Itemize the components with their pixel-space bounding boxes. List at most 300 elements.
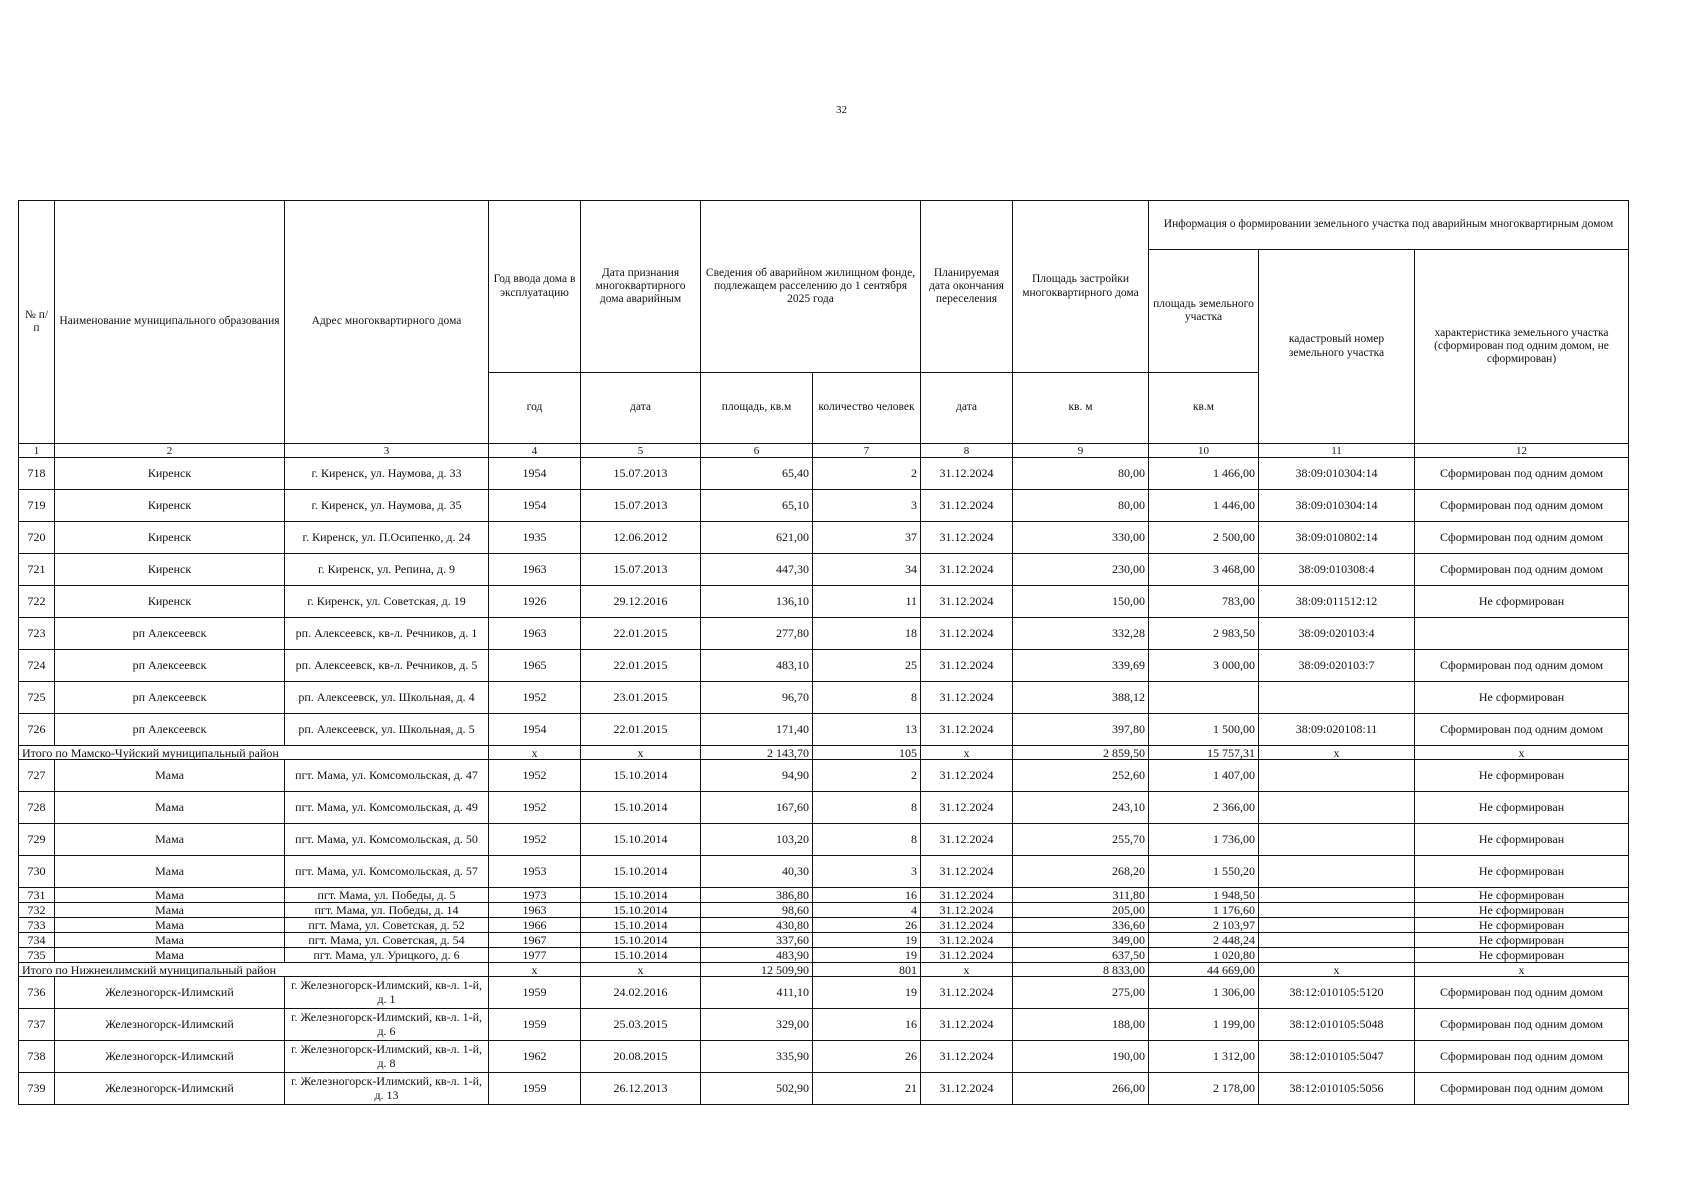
address-cell: пгт. Мама, ул. Комсомольская, д. 47 [285,760,489,792]
housing-area-cell: 96,70 [701,682,813,714]
column-number: 3 [285,444,489,458]
land-characteristic-cell: Сформирован под одним домом [1415,458,1629,490]
total-date: х [581,963,701,977]
people-count-cell: 25 [813,650,921,682]
housing-area-cell: 411,10 [701,977,813,1009]
cadastral-number-cell [1259,903,1415,918]
address-cell: г. Киренск, ул. Репина, д. 9 [285,554,489,586]
row-number: 729 [19,824,55,856]
column-number: 4 [489,444,581,458]
header-land-area: площадь земельного участка [1149,250,1259,373]
recognition-date-cell: 22.01.2015 [581,618,701,650]
year-cell: 1954 [489,490,581,522]
address-cell: пгт. Мама, ул. Советская, д. 54 [285,933,489,948]
cadastral-number-cell: 38:12:010105:5056 [1259,1073,1415,1105]
land-area-cell: 1 312,00 [1149,1041,1259,1073]
municipality-cell: Киренск [55,522,285,554]
building-area-cell: 266,00 [1013,1073,1149,1105]
header-building-area: Площадь застройки многоквартирного дома [1013,201,1149,373]
land-area-cell: 1 500,00 [1149,714,1259,746]
recognition-date-cell: 15.10.2014 [581,903,701,918]
address-cell: рп. Алексеевск, ул. Школьная, д. 5 [285,714,489,746]
recognition-date-cell: 15.10.2014 [581,760,701,792]
column-number: 2 [55,444,285,458]
building-area-cell: 190,00 [1013,1041,1149,1073]
land-characteristic-cell: Не сформирован [1415,903,1629,918]
total-building-area: 2 859,50 [1013,746,1149,760]
year-cell: 1977 [489,948,581,963]
year-cell: 1952 [489,792,581,824]
building-area-cell: 397,80 [1013,714,1149,746]
municipality-cell: Киренск [55,490,285,522]
people-count-cell: 26 [813,918,921,933]
year-cell: 1962 [489,1041,581,1073]
table-row [19,1041,1629,1073]
header-number: № п/п [19,201,55,444]
table-row [19,586,1629,618]
land-area-cell: 2 983,50 [1149,618,1259,650]
planned-date-cell: 31.12.2024 [921,918,1013,933]
table-row [19,856,1629,888]
cadastral-number-cell [1259,856,1415,888]
people-count-cell: 34 [813,554,921,586]
row-number: 739 [19,1073,55,1105]
header-municipality: Наименование муниципального образования [55,201,285,444]
total-cadastral: х [1259,963,1415,977]
housing-registry-table [18,200,1629,1105]
planned-date-cell: 31.12.2024 [921,903,1013,918]
row-number: 723 [19,618,55,650]
municipality-cell: Мама [55,824,285,856]
planned-date-cell: 31.12.2024 [921,792,1013,824]
cadastral-number-cell: 38:09:011512:12 [1259,586,1415,618]
recognition-date-cell: 15.10.2014 [581,918,701,933]
planned-date-cell: 31.12.2024 [921,856,1013,888]
people-count-cell: 13 [813,714,921,746]
year-cell: 1952 [489,760,581,792]
planned-date-cell: 31.12.2024 [921,977,1013,1009]
land-area-cell: 1 176,60 [1149,903,1259,918]
land-characteristic-cell: Сформирован под одним домом [1415,1073,1629,1105]
land-characteristic-cell: Сформирован под одним домом [1415,490,1629,522]
year-cell: 1954 [489,458,581,490]
people-count-cell: 4 [813,903,921,918]
housing-area-cell: 483,10 [701,650,813,682]
year-cell: 1959 [489,1009,581,1041]
row-number: 724 [19,650,55,682]
total-land-area: 15 757,31 [1149,746,1259,760]
row-number: 719 [19,490,55,522]
land-characteristic-cell: Не сформирован [1415,682,1629,714]
page-number: 32 [836,104,847,116]
row-number: 727 [19,760,55,792]
building-area-cell: 255,70 [1013,824,1149,856]
people-count-cell: 8 [813,682,921,714]
land-characteristic-cell: Сформирован под одним домом [1415,1041,1629,1073]
table-row [19,824,1629,856]
recognition-date-cell: 15.10.2014 [581,888,701,903]
table-row [19,650,1629,682]
table-row [19,522,1629,554]
municipality-cell: Мама [55,888,285,903]
housing-area-cell: 277,80 [701,618,813,650]
year-cell: 1965 [489,650,581,682]
table-row [19,760,1629,792]
year-cell: 1935 [489,522,581,554]
municipality-cell: Мама [55,792,285,824]
people-count-cell: 3 [813,490,921,522]
total-characteristic: х [1415,746,1629,760]
planned-date-cell: 31.12.2024 [921,490,1013,522]
building-area-cell: 336,60 [1013,918,1149,933]
total-people: 801 [813,963,921,977]
total-label: Итого по Нижнеилимский муниципальный район [19,963,489,977]
land-area-cell: 2 500,00 [1149,522,1259,554]
address-cell: пгт. Мама, ул. Победы, д. 5 [285,888,489,903]
address-cell: г. Киренск, ул. П.Осипенко, д. 24 [285,522,489,554]
land-characteristic-cell: Не сформирован [1415,856,1629,888]
column-number: 7 [813,444,921,458]
housing-area-cell: 40,30 [701,856,813,888]
row-number: 733 [19,918,55,933]
total-date: х [581,746,701,760]
planned-date-cell: 31.12.2024 [921,1041,1013,1073]
recognition-date-cell: 15.10.2014 [581,948,701,963]
land-characteristic-cell: Не сформирован [1415,824,1629,856]
header-recognition-date: Дата признания многоквартирного дома аварийным [581,201,701,373]
recognition-date-cell: 12.06.2012 [581,522,701,554]
land-area-cell: 1 446,00 [1149,490,1259,522]
total-land-area: 44 669,00 [1149,963,1259,977]
land-characteristic-cell: Не сформирован [1415,586,1629,618]
table-row [19,458,1629,490]
address-cell: г. Киренск, ул. Наумова, д. 35 [285,490,489,522]
year-cell: 1952 [489,824,581,856]
housing-area-cell: 65,10 [701,490,813,522]
cadastral-number-cell: 38:09:010304:14 [1259,490,1415,522]
row-number: 731 [19,888,55,903]
header-row [19,201,1629,250]
address-cell: г. Железногорск-Илимский, кв-л. 1-й, д. 8 [285,1041,489,1073]
land-area-cell: 1 199,00 [1149,1009,1259,1041]
total-year: х [489,746,581,760]
municipality-cell: Мама [55,948,285,963]
total-building-area: 8 833,00 [1013,963,1149,977]
municipality-cell: Киренск [55,554,285,586]
recognition-date-cell: 22.01.2015 [581,650,701,682]
address-cell: рп. Алексеевск, ул. Школьная, д. 4 [285,682,489,714]
planned-date-cell: 31.12.2024 [921,618,1013,650]
header-cadastral: кадастровый номер земельного участка [1259,250,1415,444]
recognition-date-cell: 20.08.2015 [581,1041,701,1073]
cadastral-number-cell: 38:12:010105:5120 [1259,977,1415,1009]
recognition-date-cell: 29.12.2016 [581,586,701,618]
row-number: 732 [19,903,55,918]
cadastral-number-cell: 38:09:010304:14 [1259,458,1415,490]
housing-area-cell: 136,10 [701,586,813,618]
recognition-date-cell: 25.03.2015 [581,1009,701,1041]
cadastral-number-cell: 38:09:010802:14 [1259,522,1415,554]
year-cell: 1963 [489,618,581,650]
row-number: 728 [19,792,55,824]
planned-date-cell: 31.12.2024 [921,1073,1013,1105]
cadastral-number-cell [1259,948,1415,963]
cadastral-number-cell: 38:09:020103:4 [1259,618,1415,650]
land-area-cell: 2 366,00 [1149,792,1259,824]
housing-area-cell: 335,90 [701,1041,813,1073]
address-cell: рп. Алексеевск, кв-л. Речников, д. 5 [285,650,489,682]
building-area-cell: 252,60 [1013,760,1149,792]
cadastral-number-cell: 38:09:020108:11 [1259,714,1415,746]
total-cadastral: х [1259,746,1415,760]
column-number: 10 [1149,444,1259,458]
header-housing-info: Сведения об аварийном жилищном фонде, подлежащем расселению до 1 сентября 2025 года [701,201,921,373]
table-row [19,948,1629,963]
table-row [19,1073,1629,1105]
total-housing-area: 2 143,70 [701,746,813,760]
building-area-cell: 150,00 [1013,586,1149,618]
cadastral-number-cell [1259,933,1415,948]
column-number: 5 [581,444,701,458]
total-characteristic: х [1415,963,1629,977]
municipality-cell: рп Алексеевск [55,618,285,650]
land-area-cell: 1 948,50 [1149,888,1259,903]
column-number: 6 [701,444,813,458]
cadastral-number-cell: 38:12:010105:5047 [1259,1041,1415,1073]
row-number: 722 [19,586,55,618]
people-count-cell: 11 [813,586,921,618]
cadastral-number-cell [1259,760,1415,792]
people-count-cell: 18 [813,618,921,650]
land-characteristic-cell: Сформирован под одним домом [1415,714,1629,746]
housing-area-cell: 483,90 [701,948,813,963]
unit-year: год [489,373,581,444]
year-cell: 1966 [489,918,581,933]
recognition-date-cell: 15.10.2014 [581,792,701,824]
address-cell: пгт. Мама, ул. Комсомольская, д. 49 [285,792,489,824]
housing-area-cell: 502,90 [701,1073,813,1105]
header-address: Адрес многоквартирного дома [285,201,489,444]
planned-date-cell: 31.12.2024 [921,714,1013,746]
recognition-date-cell: 24.02.2016 [581,977,701,1009]
table-row [19,714,1629,746]
housing-area-cell: 98,60 [701,903,813,918]
people-count-cell: 21 [813,1073,921,1105]
building-area-cell: 311,80 [1013,888,1149,903]
building-area-cell: 230,00 [1013,554,1149,586]
building-area-cell: 275,00 [1013,977,1149,1009]
planned-date-cell: 31.12.2024 [921,933,1013,948]
header-year: Год ввода дома в эксплуатацию [489,201,581,373]
year-cell: 1967 [489,933,581,948]
land-area-cell: 3 000,00 [1149,650,1259,682]
column-number: 12 [1415,444,1629,458]
land-characteristic-cell: Не сформирован [1415,760,1629,792]
building-area-cell: 268,20 [1013,856,1149,888]
people-count-cell: 37 [813,522,921,554]
table-row [19,918,1629,933]
housing-area-cell: 171,40 [701,714,813,746]
housing-area-cell: 94,90 [701,760,813,792]
housing-area-cell: 430,80 [701,918,813,933]
recognition-date-cell: 15.07.2013 [581,490,701,522]
column-number: 1 [19,444,55,458]
municipality-cell: Мама [55,918,285,933]
planned-date-cell: 31.12.2024 [921,760,1013,792]
planned-date-cell: 31.12.2024 [921,948,1013,963]
municipality-cell: рп Алексеевск [55,682,285,714]
column-number: 8 [921,444,1013,458]
year-cell: 1963 [489,554,581,586]
people-count-cell: 8 [813,824,921,856]
planned-date-cell: 31.12.2024 [921,888,1013,903]
municipality-cell: Киренск [55,458,285,490]
municipality-cell: Мама [55,856,285,888]
header-land-group: Информация о формировании земельного участка под аварийным многоквартирным домом [1149,201,1629,250]
municipality-cell: Мама [55,933,285,948]
table-row [19,490,1629,522]
recognition-date-cell: 15.10.2014 [581,824,701,856]
land-area-cell: 2 448,24 [1149,933,1259,948]
land-area-cell [1149,682,1259,714]
building-area-cell: 349,00 [1013,933,1149,948]
row-number: 737 [19,1009,55,1041]
people-count-cell: 19 [813,933,921,948]
unit-people: количество человек [813,373,921,444]
year-cell: 1926 [489,586,581,618]
housing-area-cell: 447,30 [701,554,813,586]
land-characteristic-cell: Не сформирован [1415,918,1629,933]
table-row [19,977,1629,1009]
people-count-cell: 26 [813,1041,921,1073]
cadastral-number-cell [1259,682,1415,714]
cadastral-number-cell [1259,792,1415,824]
housing-area-cell: 103,20 [701,824,813,856]
municipality-cell: рп Алексеевск [55,650,285,682]
year-cell: 1954 [489,714,581,746]
total-label: Итого по Мамско-Чуйский муниципальный район [19,746,489,760]
unit-planned-date: дата [921,373,1013,444]
building-area-cell: 332,28 [1013,618,1149,650]
housing-area-cell: 621,00 [701,522,813,554]
header-planned-date: Планируемая дата окончания переселения [921,201,1013,373]
table-row [19,1009,1629,1041]
address-cell: рп. Алексеевск, кв-л. Речников, д. 1 [285,618,489,650]
row-number: 735 [19,948,55,963]
unit-building-area: кв. м [1013,373,1149,444]
unit-date: дата [581,373,701,444]
land-characteristic-cell: Сформирован под одним домом [1415,522,1629,554]
land-characteristic-cell: Не сформирован [1415,792,1629,824]
total-year: х [489,963,581,977]
recognition-date-cell: 23.01.2015 [581,682,701,714]
municipality-cell: рп Алексеевск [55,714,285,746]
housing-area-cell: 329,00 [701,1009,813,1041]
land-area-cell: 783,00 [1149,586,1259,618]
total-row [19,963,1629,977]
address-cell: г. Железногорск-Илимский, кв-л. 1-й, д. 1 [285,977,489,1009]
land-area-cell: 2 103,97 [1149,918,1259,933]
planned-date-cell: 31.12.2024 [921,522,1013,554]
building-area-cell: 80,00 [1013,458,1149,490]
year-cell: 1973 [489,888,581,903]
land-characteristic-cell: Не сформирован [1415,948,1629,963]
people-count-cell: 8 [813,792,921,824]
planned-date-cell: 31.12.2024 [921,1009,1013,1041]
address-cell: г. Железногорск-Илимский, кв-л. 1-й, д. 6 [285,1009,489,1041]
table-row [19,888,1629,903]
people-count-cell: 2 [813,458,921,490]
land-area-cell: 1 466,00 [1149,458,1259,490]
address-cell: пгт. Мама, ул. Комсомольская, д. 57 [285,856,489,888]
land-area-cell: 1 550,20 [1149,856,1259,888]
column-number: 9 [1013,444,1149,458]
planned-date-cell: 31.12.2024 [921,586,1013,618]
housing-area-cell: 65,40 [701,458,813,490]
municipality-cell: Железногорск-Илимский [55,977,285,1009]
land-area-cell: 1 736,00 [1149,824,1259,856]
cadastral-number-cell: 38:12:010105:5048 [1259,1009,1415,1041]
municipality-cell: Железногорск-Илимский [55,1041,285,1073]
recognition-date-cell: 15.07.2013 [581,554,701,586]
address-cell: пгт. Мама, ул. Урицкого, д. 6 [285,948,489,963]
building-area-cell: 188,00 [1013,1009,1149,1041]
municipality-cell: Мама [55,760,285,792]
row-number: 721 [19,554,55,586]
table-row [19,554,1629,586]
unit-land-area: кв.м [1149,373,1259,444]
planned-date-cell: 31.12.2024 [921,824,1013,856]
row-number: 718 [19,458,55,490]
total-housing-area: 12 509,90 [701,963,813,977]
year-cell: 1959 [489,1073,581,1105]
cadastral-number-cell [1259,888,1415,903]
header-land-characteristic: характеристика земельного участка (сформирован под одним домом, не сформирован) [1415,250,1629,444]
housing-area-cell: 386,80 [701,888,813,903]
table-row [19,618,1629,650]
table-row [19,933,1629,948]
unit-area: площадь, кв.м [701,373,813,444]
planned-date-cell: 31.12.2024 [921,650,1013,682]
recognition-date-cell: 26.12.2013 [581,1073,701,1105]
municipality-cell: Мама [55,903,285,918]
building-area-cell: 80,00 [1013,490,1149,522]
planned-date-cell: 31.12.2024 [921,682,1013,714]
row-number: 726 [19,714,55,746]
column-numbers-row [19,444,1629,458]
building-area-cell: 388,12 [1013,682,1149,714]
building-area-cell: 205,00 [1013,903,1149,918]
municipality-cell: Железногорск-Илимский [55,1073,285,1105]
building-area-cell: 243,10 [1013,792,1149,824]
total-planned-date: х [921,746,1013,760]
row-number: 730 [19,856,55,888]
year-cell: 1963 [489,903,581,918]
column-number: 11 [1259,444,1415,458]
housing-area-cell: 337,60 [701,933,813,948]
recognition-date-cell: 22.01.2015 [581,714,701,746]
total-people: 105 [813,746,921,760]
address-cell: пгт. Мама, ул. Комсомольская, д. 50 [285,824,489,856]
address-cell: пгт. Мама, ул. Советская, д. 52 [285,918,489,933]
people-count-cell: 2 [813,760,921,792]
people-count-cell: 19 [813,948,921,963]
total-row [19,746,1629,760]
building-area-cell: 339,69 [1013,650,1149,682]
land-characteristic-cell: Не сформирован [1415,933,1629,948]
municipality-cell: Железногорск-Илимский [55,1009,285,1041]
housing-area-cell: 167,60 [701,792,813,824]
